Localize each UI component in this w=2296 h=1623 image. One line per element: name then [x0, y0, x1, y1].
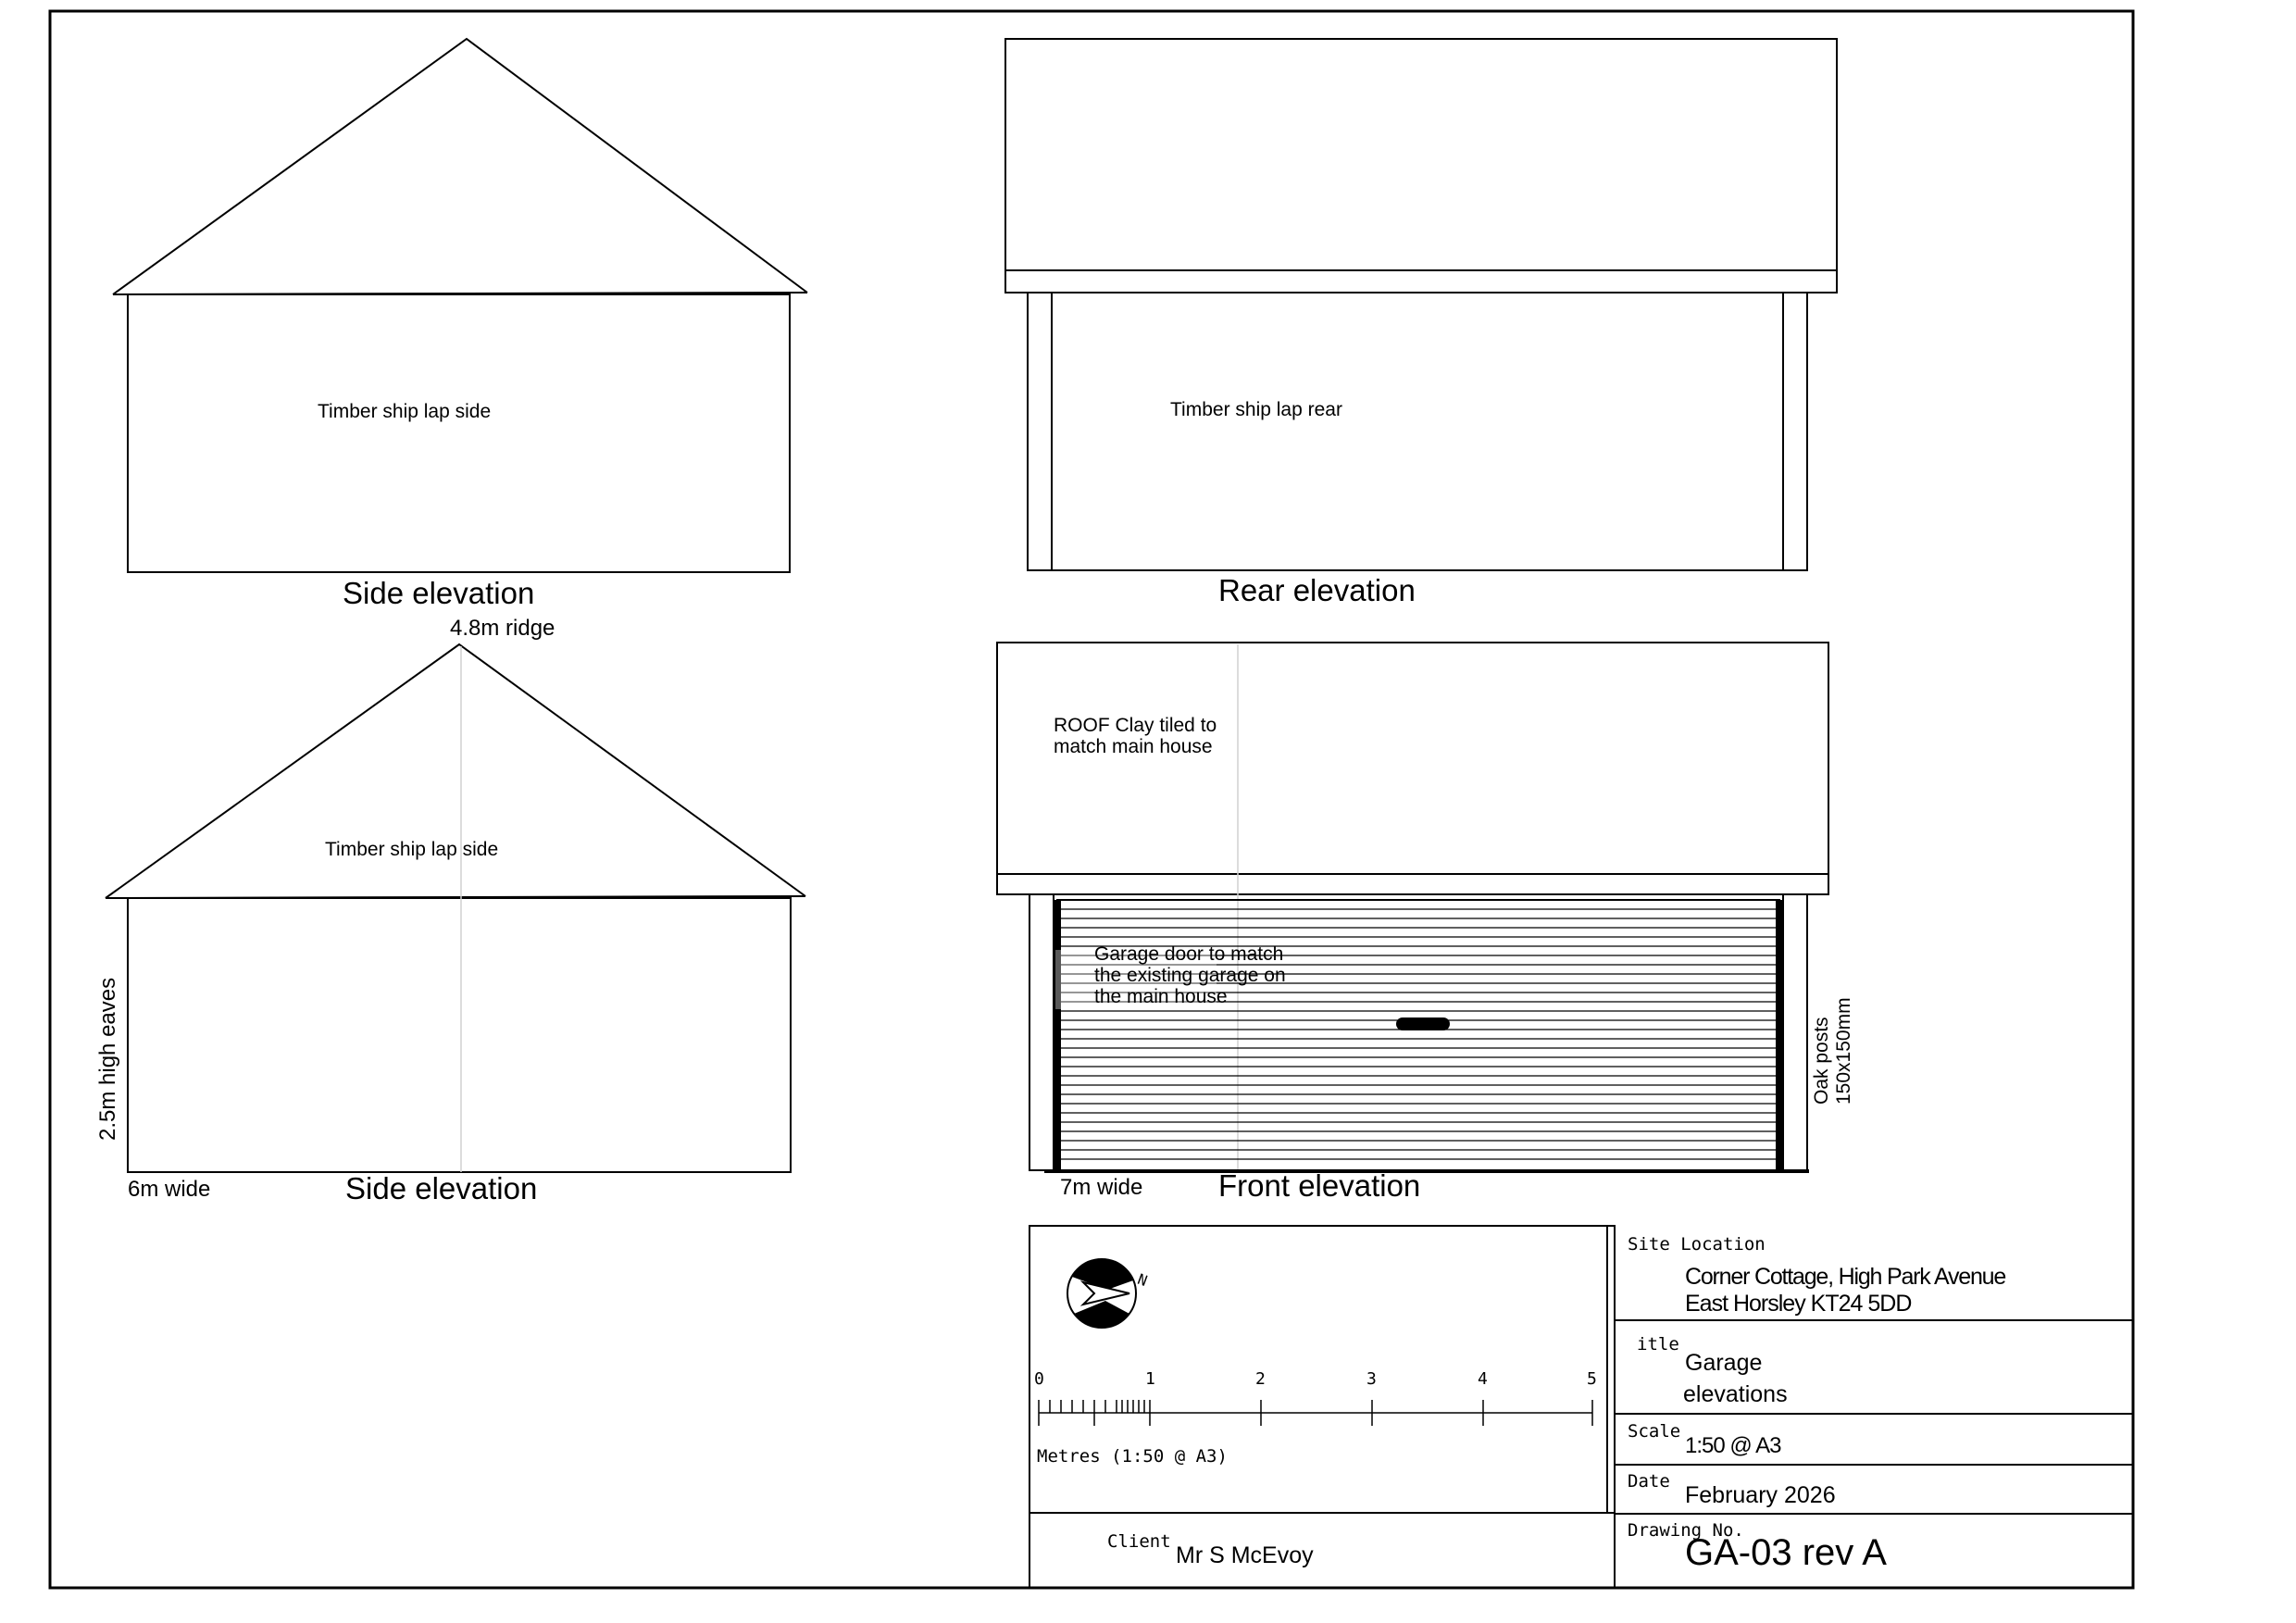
rear-post-left: [1028, 293, 1052, 570]
garage-door: [1057, 900, 1779, 1170]
site-location-line-2: East Horsley KT24 5DD: [1685, 1291, 1912, 1317]
scale-tick-0: 0: [1034, 1369, 1044, 1389]
site-location-line-1: Corner Cottage, High Park Avenue: [1685, 1264, 2006, 1290]
front-posts-label-1: Oak posts: [1811, 1017, 1832, 1105]
side-top-wall: [128, 294, 790, 572]
side-bottom-caption: Side elevation: [345, 1171, 538, 1205]
sheet-border: [50, 11, 2133, 1588]
scale-tick-2: 2: [1255, 1369, 1266, 1389]
title-line-1: Garage: [1685, 1350, 1763, 1376]
garage-door-handle: [1396, 1017, 1450, 1030]
rear-fascia: [1005, 270, 1837, 293]
front-posts-label-2: 150x150mm: [1833, 997, 1854, 1105]
scale-tick-1: 1: [1145, 1369, 1155, 1389]
title-line-2: elevations: [1683, 1381, 1788, 1407]
side-bottom-wall: [128, 898, 791, 1172]
front-caption: Front elevation: [1218, 1168, 1421, 1203]
front-roof-note-2: match main house: [1054, 736, 1213, 757]
drawing-no-label: Drawing No.: [1628, 1520, 1744, 1541]
rear-elevation: [1005, 39, 1837, 570]
rear-note: Timber ship lap rear: [1170, 399, 1342, 420]
north-letter: N: [1135, 1269, 1150, 1291]
side-bottom-width-label: 6m wide: [128, 1177, 211, 1202]
garage-door-panel: [1057, 900, 1779, 1170]
scale-tick-3: 3: [1366, 1369, 1377, 1389]
client-label: Client: [1107, 1531, 1171, 1552]
side-bottom-ridge-label: 4.8m ridge: [450, 616, 555, 641]
front-door-note-2: the existing garage on: [1094, 965, 1286, 986]
side-bottom-eaves-label: 2.5m high eaves: [95, 977, 120, 1141]
drawing-no-value: GA-03 rev A: [1685, 1532, 1887, 1573]
scale-bar-label: Metres (1:50 @ A3): [1037, 1446, 1228, 1467]
scale-tick-4: 4: [1478, 1369, 1488, 1389]
title-label: itle: [1637, 1334, 1679, 1355]
front-roof-note-1: ROOF Clay tiled to: [1054, 715, 1217, 736]
front-door-note-3: the main house: [1094, 986, 1228, 1007]
scale-label: Scale: [1628, 1421, 1681, 1442]
north-arrow-icon: [1067, 1259, 1136, 1328]
site-location-label: Site Location: [1628, 1234, 1766, 1255]
side-top-roof: [113, 39, 807, 294]
front-fascia: [997, 874, 1828, 894]
front-frame: [1029, 894, 1807, 1170]
side-top-caption: Side elevation: [343, 576, 535, 610]
rear-post-right: [1783, 293, 1807, 570]
front-roof: [997, 643, 1828, 874]
rear-roof: [1005, 39, 1837, 270]
date-label: Date: [1628, 1471, 1670, 1492]
date-value: February 2026: [1685, 1482, 1836, 1508]
scale-bar: [1039, 1400, 1592, 1426]
rear-caption: Rear elevation: [1218, 573, 1416, 607]
scale-value: 1:50 @ A3: [1685, 1433, 1781, 1458]
side-elevation-top: [113, 39, 807, 572]
client-value: Mr S McEvoy: [1176, 1542, 1314, 1568]
rear-wall: [1028, 293, 1807, 570]
side-elevation-bottom: [106, 644, 805, 1172]
front-post-left: [1029, 894, 1054, 1170]
side-bottom-note: Timber ship lap side: [325, 839, 499, 860]
front-door-note-1: Garage door to match: [1094, 943, 1284, 965]
side-top-note: Timber ship lap side: [318, 401, 492, 422]
scale-tick-5: 5: [1587, 1369, 1597, 1389]
front-post-right: [1783, 894, 1807, 1170]
front-width-label: 7m wide: [1060, 1175, 1143, 1200]
